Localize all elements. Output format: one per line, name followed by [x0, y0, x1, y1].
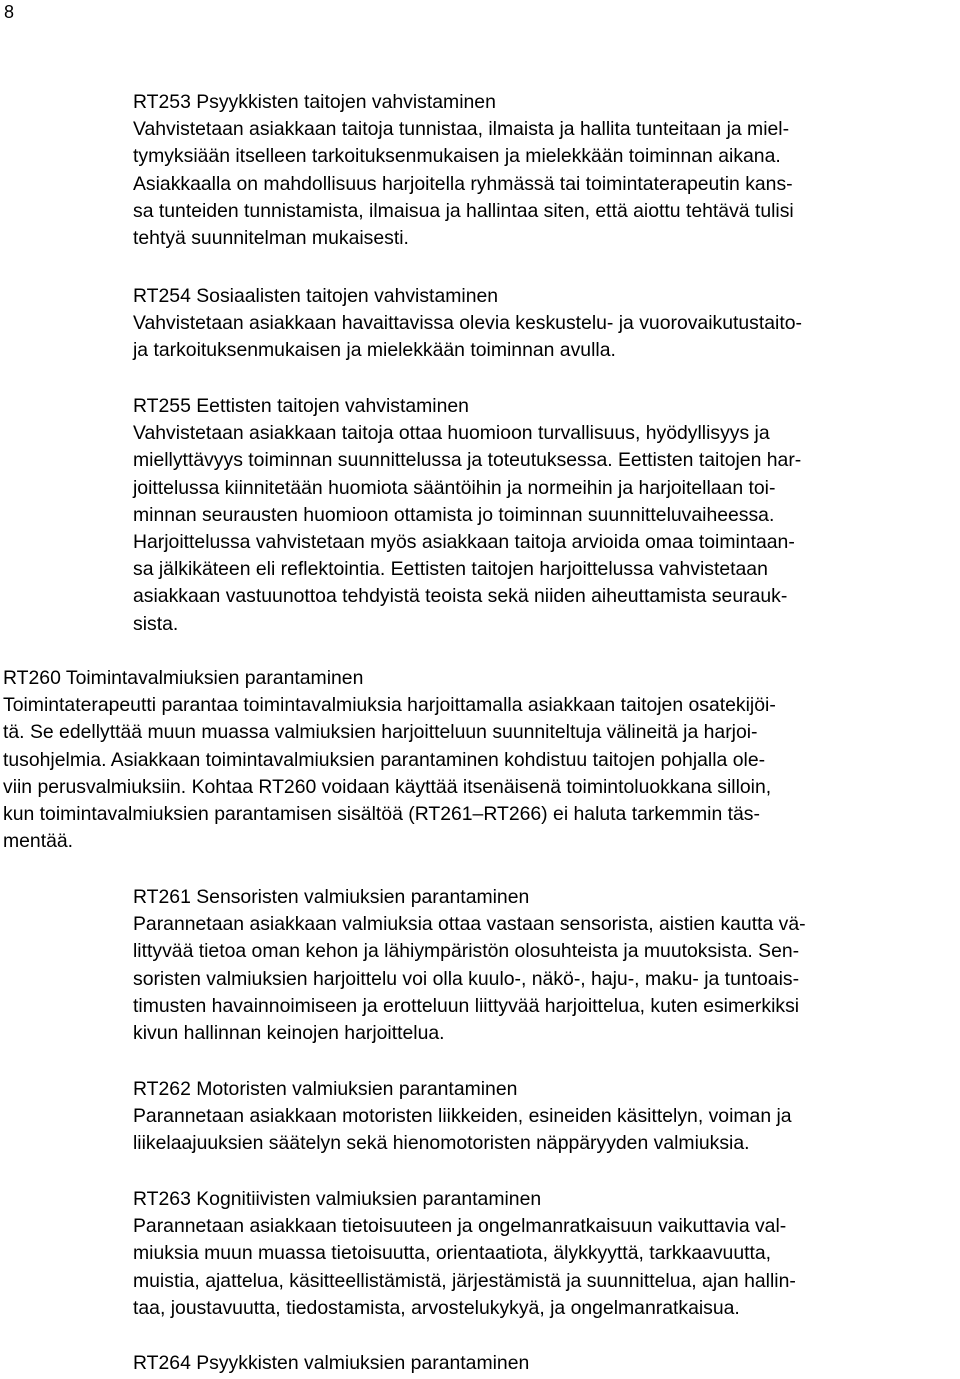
- paragraph-line: timusten havainnoimiseen ja erotteluun liittyvää harjoittelua, kuten esimerkiksi: [133, 994, 800, 1017]
- section-rt255: [133, 393, 801, 638]
- paragraph-line: sa tunteiden tunnistamista, ilmaisua ja hallintaa siten, että aiottu tehtävä tulisi: [133, 199, 794, 222]
- paragraph-line: mentää.: [3, 830, 74, 853]
- paragraph-line: Vahvistetaan asiakkaan taitoja ottaa huomioon turvallisuus, hyödyllisyys ja: [133, 422, 770, 445]
- section-rt264: [133, 1350, 529, 1377]
- page-number: 8: [4, 2, 15, 22]
- paragraph-line: Vahvistetaan asiakkaan taitoja tunnistaa, ilmaista ja hallita tunteitaan ja miel-: [133, 118, 790, 141]
- section-heading: RT260 Toimintavalmiuksien parantaminen: [3, 667, 364, 689]
- section-rt261: [133, 884, 806, 1047]
- paragraph-line: soristen valmiuksien harjoittelu voi olla kuulo-, näkö-, haju-, maku- ja tuntoais-: [133, 967, 800, 990]
- paragraph-line: ja tarkoituksenmukaisen ja mielekkään toiminnan avulla.: [133, 339, 616, 362]
- paragraph-line: kivun hallinnan keinojen harjoittelua.: [133, 1022, 445, 1045]
- paragraph-line: tä. Se edellyttää muun muassa valmiuksien harjoitteluun suunniteltuja välineitä ja harjoi-: [3, 721, 758, 744]
- paragraph-line: muistia, ajattelua, käsitteellistämistä, järjestämistä ja suunnittelua, ajan hallin-: [133, 1269, 796, 1292]
- paragraph-line: littyvää tietoa oman kehon ja lähiympäristön olosuhteista ja muutoksista. Sen-: [133, 940, 800, 963]
- paragraph-line: Parannetaan asiakkaan tietoisuuteen ja ongelmanratkaisuun vaikuttavia val-: [133, 1215, 787, 1238]
- section-heading: RT253 Psyykkisten taitojen vahvistaminen: [133, 91, 496, 113]
- section-rt262: [133, 1076, 792, 1158]
- paragraph-line: taa, joustavuutta, tiedostamista, arvostelukykyä, ja ongelmanratkaisua.: [133, 1296, 740, 1319]
- section-heading: RT261 Sensoristen valmiuksien parantaminen: [133, 886, 530, 908]
- paragraph-line: viin perusvalmiuksiin. Kohtaa RT260 voidaan käyttää itsenäisenä toimintoluokkana silloin,: [3, 775, 772, 798]
- section-heading: RT264 Psyykkisten valmiuksien parantaminen: [133, 1352, 530, 1374]
- paragraph-line: Harjoittelussa vahvistetaan myös asiakkaan taitoja arvioida omaa toimintaan-: [133, 531, 795, 554]
- paragraph-line: joittelussa kiinnitetään huomiota sääntöihin ja normeihin ja harjoitellaan toi-: [133, 476, 776, 499]
- section-rt253: [133, 89, 794, 252]
- section-rt254: [133, 283, 802, 365]
- paragraph-line: kun toimintavalmiuksien parantamisen sisältöä (RT261–RT266) ei haluta tarkemmin täs-: [3, 803, 760, 826]
- paragraph-line: tusohjelmia. Asiakkaan toimintavalmiuksien parantaminen kohdistuu taitojen pohjalla ole-: [3, 748, 766, 771]
- paragraph-line: asiakkaan vastuunottoa tehdyistä teoista sekä niiden aiheuttamista seurauk-: [133, 585, 788, 608]
- paragraph-line: Asiakkaalla on mahdollisuus harjoitella ryhmässä tai toimintaterapeutin kans-: [133, 172, 793, 195]
- paragraph-line: Toimintaterapeutti parantaa toimintavalmiuksia harjoittamalla asiakkaan taitojen osatekijöi-: [3, 694, 776, 717]
- section-heading: RT262 Motoristen valmiuksien parantaminen: [133, 1078, 518, 1100]
- paragraph-line: miuksia muun muassa tietoisuutta, orientaatiota, älykkyyttä, tarkkaavuutta,: [133, 1242, 772, 1265]
- section-rt263: [133, 1186, 796, 1322]
- paragraph-line: Parannetaan asiakkaan valmiuksia ottaa vastaan sensorista, aistien kautta vä-: [133, 913, 806, 936]
- paragraph-line: minnan seurausten huomioon ottamista jo toiminnan suunnitteluvaiheessa.: [133, 503, 775, 526]
- paragraph-line: sista.: [133, 612, 179, 635]
- paragraph-line: liikelaajuuksien säätelyn sekä hienomotoristen näppäryyden valmiuksia.: [133, 1132, 750, 1155]
- paragraph-line: tehtyä suunnitelman mukaisesti.: [133, 227, 409, 250]
- paragraph-line: miellyttävyys toiminnan suunnittelussa ja toteutuksessa. Eettisten taitojen har-: [133, 449, 802, 472]
- paragraph-line: Vahvistetaan asiakkaan havaittavissa olevia keskustelu- ja vuorovaikutustaito-: [133, 312, 802, 335]
- section-heading: RT255 Eettisten taitojen vahvistaminen: [133, 395, 469, 417]
- section-rt260: [3, 665, 776, 855]
- section-heading: RT263 Kognitiivisten valmiuksien parantaminen: [133, 1188, 542, 1210]
- paragraph-line: sa jälkikäteen eli reflektointia. Eettisten taitojen harjoittelussa vahvistetaan: [133, 558, 768, 581]
- section-heading: RT254 Sosiaalisten taitojen vahvistaminen: [133, 285, 499, 307]
- paragraph-line: tymyksiään itselleen tarkoituksenmukaisen ja mielekkään toiminnan aikana.: [133, 145, 781, 168]
- paragraph-line: Parannetaan asiakkaan motoristen liikkeiden, esineiden käsittelyn, voiman ja: [133, 1105, 792, 1128]
